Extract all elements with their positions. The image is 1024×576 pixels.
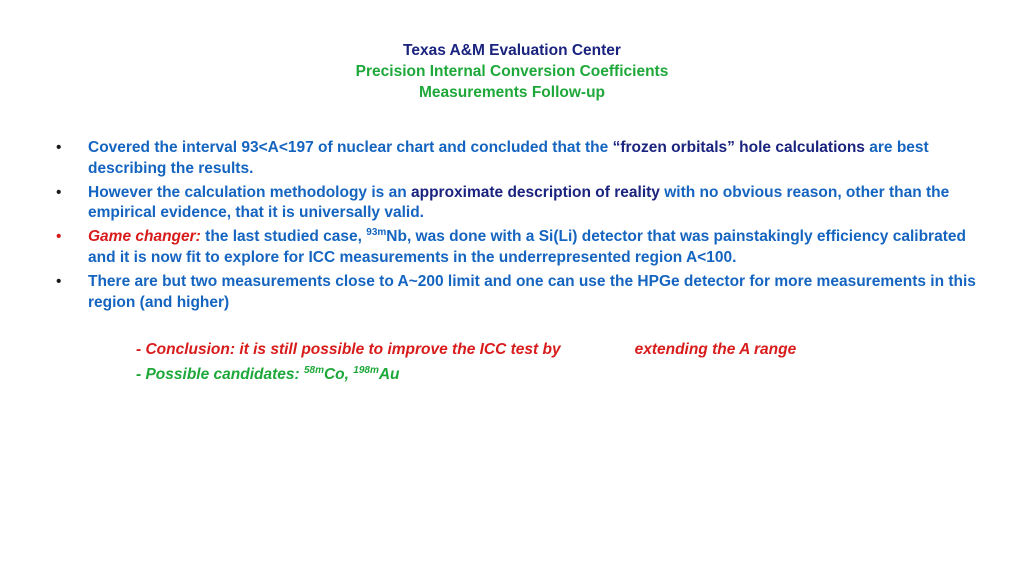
- candidates-line: [136, 365, 400, 385]
- bullet-text: [88, 227, 976, 269]
- conclusion-text: - Conclusion: it is still possible to improve the ICC test by: [136, 341, 561, 358]
- title-line-3: Measurements Follow-up: [418, 84, 606, 101]
- conclusion-range-text: extending the A range: [634, 341, 797, 358]
- bullet-3-part1: the last studied case,: [200, 228, 367, 246]
- bullet-item-3: [56, 227, 976, 269]
- candidate-2-superscript: 198m: [353, 364, 379, 376]
- title-line-1: Texas A&M Evaluation Center: [403, 42, 621, 59]
- bullet-2-part1: However the calculation methodology is an: [88, 183, 411, 201]
- bullet-3-part2: Nb, was done with a Si(Li) detector that was painstakingly efficiency calibrated and it is now fit to explore for ICC measurements in the underrepresented region A<100.: [88, 228, 966, 266]
- candidate-1: Co,: [323, 366, 354, 383]
- bullet-marker: •: [56, 139, 62, 156]
- candidate-2: Au: [378, 366, 400, 383]
- bullet-item-2: [56, 183, 976, 225]
- bullet-text: [88, 138, 976, 180]
- candidate-1-superscript: 58m: [303, 364, 324, 376]
- bullet-2-highlight: approximate description of reality: [410, 183, 660, 201]
- conclusion-line: [136, 340, 796, 360]
- bullet-text: [88, 183, 976, 225]
- bullet-item-1: [56, 138, 976, 180]
- bullet-item-4: [56, 272, 976, 314]
- bullet-text: There are but two measurements close to A~200 limit and one can use the HPGe detector for more measurements in this region (and higher): [88, 272, 976, 311]
- bullet-3-isotope-superscript: 93m: [366, 227, 387, 239]
- bullet-1-part2: are best describing the results.: [88, 139, 929, 177]
- title-line-2: Precision Internal Conversion Coefficients: [355, 63, 669, 80]
- bullet-3-lead: Game changer:: [88, 228, 201, 246]
- bullet-marker: •: [56, 272, 62, 290]
- bullet-marker: •: [56, 183, 62, 201]
- slide-title: [0, 40, 1024, 103]
- candidates-label: - Possible candidates:: [136, 366, 304, 383]
- bullet-2-part2: with no obvious reason, other than the empirical evidence, that it is universally valid.: [88, 183, 950, 222]
- bullet-marker: •: [56, 228, 62, 246]
- bullet-1-highlight: “frozen orbitals” hole calculations: [612, 139, 865, 156]
- bullet-list: [56, 138, 976, 316]
- bullet-1-part1: Covered the interval 93<A<197 of nuclear chart and concluded that the: [88, 139, 613, 156]
